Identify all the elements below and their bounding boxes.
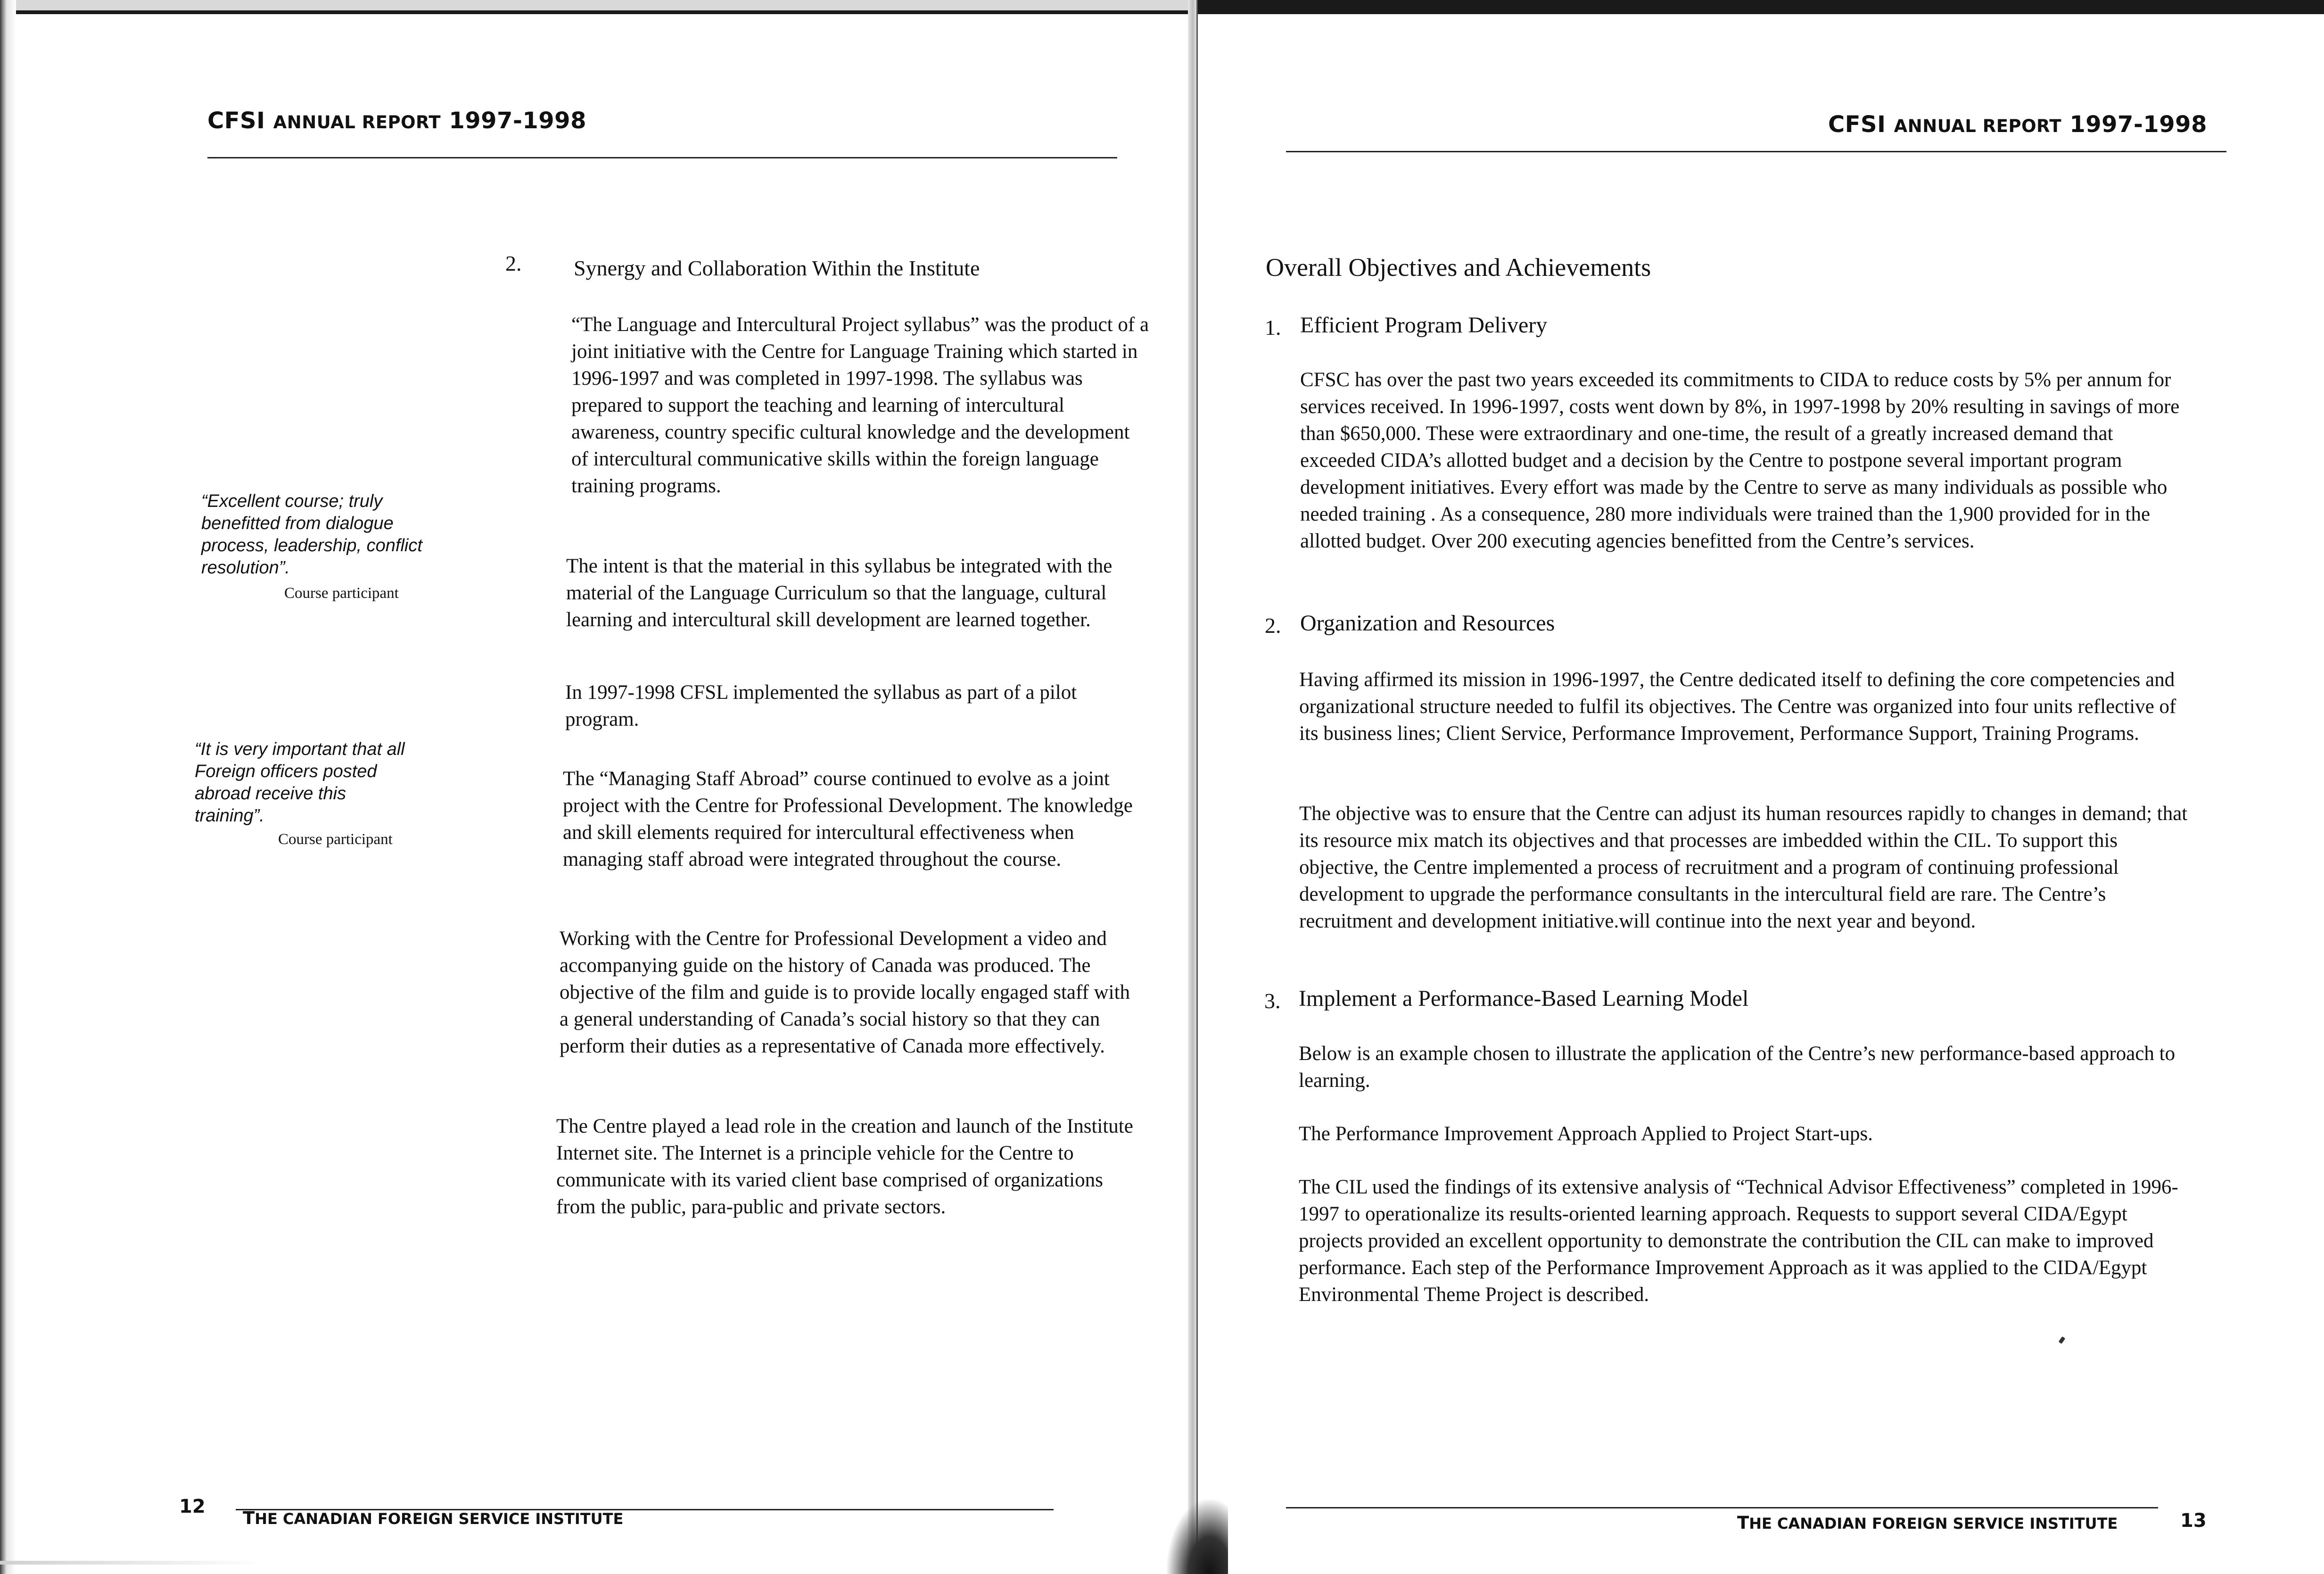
section-number: 2. [505,251,522,275]
objective-2-paragraph-1: Having affirmed its mission in 1996-1997, the Centre dedicated itself to defining the core competencies and organizational structure needed to fulfil its objectives. The Centre was organized into four units reflective of its business lines; Client Service, Performance Improvement, Performance Support, Training Programs. [1299,669,2176,745]
left-paragraph-4: The “Managing Staff Abroad” course continued to evolve as a joint project with the Centre for Professional Development. The knowledge and skill elements required for intercultural effectiveness when managing staff abroad were integrated throughout the course. [563,768,1133,870]
left-paragraph-3: In 1997-1998 CFSL implemented the syllabus as part of a pilot program. [565,681,1077,730]
objective-2-title: Organization and Resources [1300,611,1555,636]
footer-smallcaps: HE CANADIAN FOREIGN SERVICE INSTITUTE [1749,1515,2118,1533]
left-page-number: 12 [179,1496,206,1517]
right-footer-text [1737,1513,2118,1533]
running-head-year: 1997-1998 [441,108,586,134]
running-head-year: 1997-1998 [2061,111,2207,138]
objective-2-paragraph-2: The objective was to ensure that the Centre can adjust its human resources rapidly to changes in demand; that its resource mix match its objectives and that processes are imbedded within the CIL. To support this objective, the Centre implemented a process of recruitment and a program of continuing professional development to upgrade the performance consultants in the intercultural field are rare. The Centre’s recruitment and development initiative.will continue into the next year and beyond. [1299,803,2188,932]
objective-3-number: 3. [1264,989,1281,1013]
scan-speck [2059,1336,2066,1344]
objective-1-paragraph-1: CFSC has over the past two years exceeded its commitments to CIDA to reduce costs by 5% per annum for services received. In 1996-1997, costs went down by 8%, in 1997-1998 by 20% resulting in savings of more than $650,000. These were extraordinary and one-time, the result of a greatly increased demand that exceeded CIDA’s allotted budget and a decision by the Centre to postpone several important program development initiatives. Every effort was made by the Centre to serve as many individuals as possible who needed training . As a consequence, 280 more individuals were trained than the 1,900 provided for in the allotted budget. Over 200 executing agencies benefitted from the Centre’s services. [1300,369,2180,552]
pull-quote-1: “Excellent course; truly benefitted from dialogue process, leadership, conflict resolution”. [201,491,422,578]
left-running-head [207,108,586,134]
section-title: Synergy and Collaboration Within the Institute [574,256,980,280]
running-head-smallcaps: ANNUAL REPORT [273,112,441,133]
scan-left-edge [0,0,16,1574]
objective-3-title: Implement a Performance-Based Learning Model [1299,986,1749,1011]
right-running-head [1828,111,2207,138]
objective-3-paragraph-2: The Performance Improvement Approach Applied to Project Start-ups. [1299,1123,1873,1145]
objective-1-title: Efficient Program Delivery [1300,313,1548,338]
gutter-fold-line [1196,0,1198,1574]
pull-quote-2: “It is very important that all Foreign officers posted abroad receive this training”. [195,739,405,826]
right-footer-rule [1286,1507,2158,1508]
footer-prefix: T [1737,1513,1749,1533]
scan-streak [0,1561,264,1565]
left-paragraph-5: Working with the Centre for Professional Development a video and accompanying guide on the history of Canada was produced. The objective of the film and guide is to provide locally engaged staff with a general understanding of Canada’s social history so that they can perform their duties as a representative of Canada more effectively. [560,928,1130,1057]
objective-3-paragraph-3: The CIL used the findings of its extensive analysis of “Technical Advisor Effectiveness” completed in 1996-1997 to operationalize its results-oriented learning approach. Requests to support several CIDA/Egypt projects provided an excellent opportunity to demonstrate the contribution the CIL can make to improved performance. Each step of the Performance Improvement Approach as it was applied to the CIDA/Egypt Environmental Theme Project is described. [1299,1176,2178,1306]
right-page-number: 13 [2180,1510,2207,1532]
page-heading: Overall Objectives and Achievements [1266,253,1651,282]
objective-2-number: 2. [1265,613,1281,638]
pull-quote-2-attribution: Course participant [278,831,393,848]
left-footer-text [243,1508,623,1528]
footer-prefix: T [243,1508,255,1528]
objective-3-paragraph-1: Below is an example chosen to illustrate the application of the Centre’s new performance-based approach to learning. [1299,1043,2176,1092]
running-head-smallcaps: ANNUAL REPORT [1894,116,2062,136]
left-paragraph-2: The intent is that the material in this syllabus be integrated with the material of the Language Curriculum so that the language, cultural learning and intercultural skill development are learned together. [566,555,1113,631]
running-head-prefix: CFSI [1828,111,1894,138]
book-gutter [1188,0,1197,1574]
footer-smallcaps: HE CANADIAN FOREIGN SERVICE INSTITUTE [255,1510,624,1528]
left-paragraph-1: “The Language and Intercultural Project syllabus” was the product of a joint initiative with the Centre for Language Training which started in 1996-1997 and was completed in 1997-1998. The syllabus was prepared to support the teaching and learning of intercultural awareness, country specific cultural knowledge and the development of intercultural communicative skills within the foreign language training programs. [571,314,1149,497]
left-paragraph-6: The Centre played a lead role in the creation and launch of the Institute Internet site. The Internet is a principle vehicle for the Centre to communicate with its varied client base comprised of organizations from the public, para-public and private sectors. [556,1115,1133,1218]
left-header-rule [207,157,1117,158]
right-header-rule [1286,151,2226,152]
objective-1-number: 1. [1265,315,1281,340]
running-head-prefix: CFSI [207,108,273,134]
pull-quote-1-attribution: Course participant [284,585,399,602]
scan-top-edge-light [0,0,1197,10]
gutter-shadow [1167,1499,1228,1574]
